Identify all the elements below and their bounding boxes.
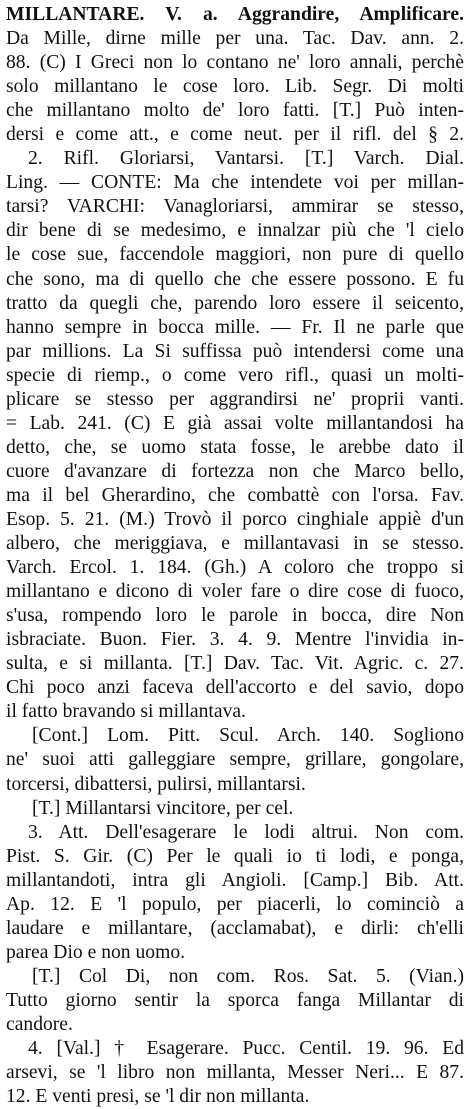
entry-text-line: sulta, e si millanta. [T.] Dav. Tac. Vit. Agric. c. 27.	[6, 653, 464, 675]
entry-text-line: Esop. 5. 21. (M.) Trovò il porco cinghiale appiè d'un	[6, 508, 464, 530]
entry-text-line: dir bene di se medesimo, e innalzar più che 'l cielo	[6, 220, 464, 242]
entry-text-line: par millions. La Si suffissa può intendersi come una	[6, 340, 464, 362]
entry-text-line: specie di riemp., o come vero rifl., quasi un molti-	[6, 364, 464, 386]
entry-text-line: Da Mille, dirne mille per una. Tac. Dav. ann. 2.	[6, 28, 464, 50]
entry-text-line: = Lab. 241. (C) E già assai volte millantandosi ha	[6, 412, 464, 434]
entry-text-line: torcersi, dibattersi, pulirsi, millantarsi.	[6, 773, 306, 795]
entry-text-line: albero, che meriggiava, e millantavasi in se stesso.	[6, 533, 464, 555]
entry-text-line: 88. (C) I Greci non lo contano ne' loro annali, perchè	[6, 52, 464, 74]
entry-text-line: ma il bel Gherardino, che combattè con l'orsa. Fav.	[6, 484, 464, 506]
entry-text-line: [T.] Col Di, non com. Ros. Sat. 5. (Vian.)	[32, 965, 464, 987]
entry-text-line: isbraciate. Buon. Fier. 3. 4. 9. Mentre l'invidia in-	[6, 629, 464, 651]
entry-text-line: Tutto giorno sentir la sporca fanga Millantar di	[6, 989, 464, 1011]
entry-text-line: che millantano molto de' loro fatti. [T.] Può inten-	[6, 100, 464, 122]
entry-text-line: le cose sue, faccendole maggiori, non pure di quello	[6, 244, 464, 266]
entry-text-line: Chi poco anzi faceva dell'accorto e del savio, dopo	[6, 677, 464, 699]
entry-text-line: arsevi, se 'l libro non millanta, Messer Neri... E 87.	[6, 1062, 464, 1084]
entry-text-line: 4. [Val.] † Esagerare. Pucc. Centil. 19. 96. Ed	[28, 1038, 464, 1060]
entry-text-line: tratto da quegli che, parendo loro essere il seicento,	[6, 292, 464, 314]
entry-text-line: parea Dio e non uomo.	[6, 941, 186, 963]
entry-text-line: hanno sempre in bocca mille. — Fr. Il ne parle que	[6, 316, 464, 338]
entry-text-line: detto, che, se uomo stata fosse, le arebbe dato il	[6, 436, 464, 458]
entry-text-line: Ap. 12. E 'l populo, per piacerli, lo cominciò a	[6, 893, 464, 915]
entry-text-line: millantandoti, intra gli Angioli. [Camp.] Bib. Att.	[6, 869, 464, 891]
entry-text-line: plicare se stesso per aggrandirsi ne' proprii vanti.	[6, 388, 464, 410]
entry-text-line: 12. E venti presi, se 'l dir non millanta.	[6, 1086, 310, 1108]
entry-text-line: cuore d'avanzare di fortezza non che Marco bello,	[6, 460, 464, 482]
entry-text-line: s'usa, rompendo loro le parole in bocca, dire Non	[6, 605, 464, 627]
entry-text-line: 2. Rifl. Gloriarsi, Vantarsi. [T.] Varch. Dial.	[28, 148, 464, 170]
entry-text-line: [Cont.] Lom. Pitt. Scul. Arch. 140. Sogliono	[32, 725, 464, 747]
entry-text-line: Varch. Ercol. 1. 184. (Gh.) A coloro che troppo si	[6, 557, 464, 579]
entry-text-line: solo millantano le cose loro. Lib. Segr. Di molti	[6, 76, 464, 98]
entry-text-line: che sono, ma di quello che che essere possono. E fu	[6, 268, 464, 290]
entry-text-line: candore.	[6, 1013, 73, 1035]
entry-text-line: Ling. — CONTE: Ma che intendete voi per millan-	[6, 172, 464, 194]
entry-text-line: ne' suoi atti galleggiare sempre, grillare, gongolare,	[6, 749, 464, 771]
entry-text-line: laudare e millantare, (acclamabat), e dirli: ch'elli	[6, 917, 464, 939]
entry-text-line: tarsi? VARCHI: Vanagloriarsi, ammirar se stesso,	[6, 196, 464, 218]
entry-text-line: dersi e come att., e come neut. per il rifl. del § 2.	[6, 124, 464, 146]
entry-text-line: il fatto bravando si millantava.	[6, 701, 246, 723]
entry-text-line: [T.] Millantarsi vincitore, per cel.	[32, 797, 294, 819]
entry-text-line: millantano e dicono di voler fare o dire cose di fuoco,	[6, 581, 464, 603]
entry-text-line: Pist. S. Gir. (C) Per le quali io ti lodi, e ponga,	[6, 845, 464, 867]
entry-headline: MILLANTARE. V. a. Aggrandire, Amplificare.	[6, 4, 464, 25]
entry-text-line: 3. Att. Dell'esagerare le lodi altrui. Non com.	[28, 821, 464, 843]
